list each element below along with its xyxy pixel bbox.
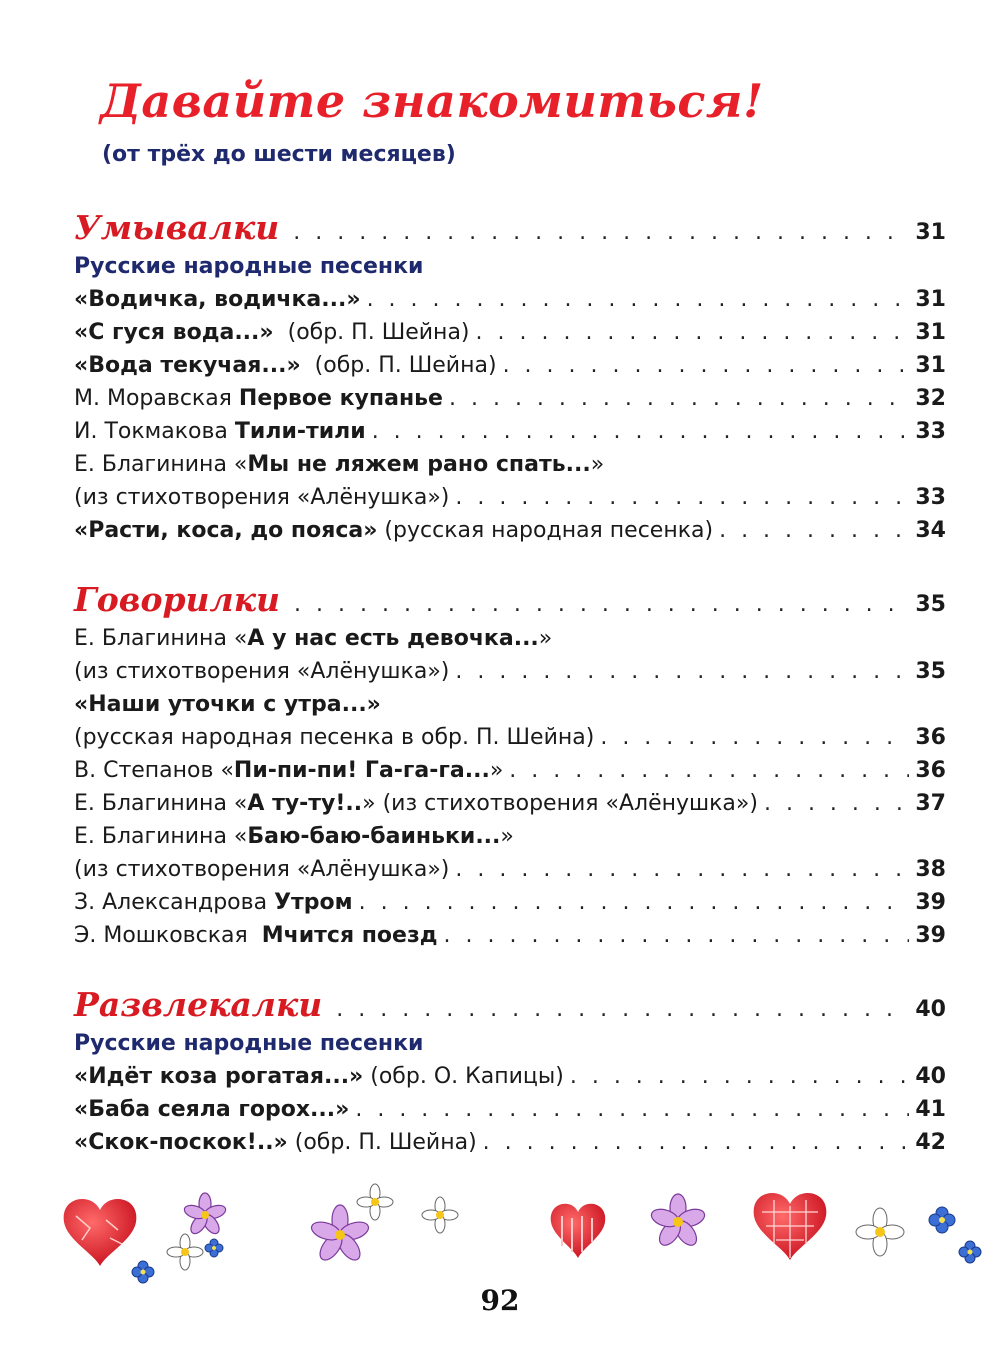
section-title: Развлекалки <box>74 985 323 1024</box>
daisy-icon <box>357 1184 393 1220</box>
entry-text <box>74 283 361 316</box>
leader-dots <box>455 481 909 514</box>
page-number: 92 <box>480 1284 520 1317</box>
toc-entry <box>74 481 946 514</box>
forget-me-not-icon <box>929 1207 955 1233</box>
section-title: Умывалки <box>74 208 280 247</box>
entry-text <box>74 514 713 547</box>
section-page-number: 40 <box>915 997 946 1022</box>
entry-text <box>74 655 449 688</box>
entry-author: (из стихотворения «Алёнушка») <box>74 659 450 684</box>
entry-text <box>74 1126 477 1159</box>
entry-author: Э. Мошковская <box>74 923 262 948</box>
entry-text <box>74 382 443 415</box>
entry-note: » <box>500 824 514 849</box>
leader-dots <box>509 754 909 787</box>
toc-entry <box>74 655 946 688</box>
leader-dots <box>476 316 910 349</box>
flower-icon <box>309 1205 370 1264</box>
entry-page-number: 41 <box>915 1097 946 1122</box>
leader-dots <box>359 886 910 919</box>
page-title: Давайте знакомиться! <box>100 74 764 128</box>
entry-text <box>74 415 366 448</box>
leader-dots <box>455 853 909 886</box>
entry-author: М. Моравская <box>74 386 239 411</box>
heart-icon <box>551 1204 606 1258</box>
entry-note: » (из стихотворения «Алёнушка») <box>362 791 758 816</box>
group-heading: Русские народные песенки <box>74 254 424 279</box>
entry-page-number: 42 <box>915 1130 946 1155</box>
daisy-icon <box>422 1197 458 1233</box>
entry-note: (обр. П. Шейна) <box>300 353 497 378</box>
entry-page-number: 39 <box>915 890 946 915</box>
entry-page-number: 36 <box>915 758 946 783</box>
entry-author: З. Александрова <box>74 890 275 915</box>
daisy-icon <box>856 1208 904 1256</box>
entry-note: (обр. П. Шейна) <box>273 320 470 345</box>
entry-title: «Наши уточки с утра...» <box>74 692 381 717</box>
entry-text <box>74 886 353 919</box>
entry-text <box>74 787 758 820</box>
entry-author: В. Степанов « <box>74 758 234 783</box>
toc-entry <box>74 382 946 415</box>
daisy-icon <box>167 1234 203 1270</box>
leader-dots <box>367 283 910 316</box>
leader-dots <box>355 1093 909 1126</box>
flower-icon <box>183 1193 228 1236</box>
section-title: Говорилки <box>74 580 281 619</box>
forget-me-not-icon <box>205 1239 223 1257</box>
page-subtitle: (от трёх до шести месяцев) <box>102 142 456 167</box>
section-page-number: 31 <box>915 220 946 245</box>
entry-title: Мы не ляжем рано спать... <box>247 452 591 477</box>
entry-author: Е. Благинина « <box>74 824 248 849</box>
toc-section <box>74 985 946 1159</box>
toc-entry <box>74 622 946 655</box>
entry-page-number: 36 <box>915 725 946 750</box>
entry-title: Пи-пи-пи! Га-га-га... <box>233 758 490 783</box>
leader-dots <box>293 220 909 245</box>
toc-entry <box>74 886 946 919</box>
entry-text <box>74 688 381 721</box>
entry-title: Первое купанье <box>238 386 443 411</box>
entry-text <box>74 316 470 349</box>
entry-title: Утром <box>274 890 353 915</box>
toc-entry <box>74 448 946 481</box>
toc-entry <box>74 1093 946 1126</box>
entry-text <box>74 1060 564 1093</box>
entry-page-number: 31 <box>915 320 946 345</box>
entry-text <box>74 820 514 853</box>
entry-title: «Скок-поскок!..» <box>74 1130 288 1155</box>
entry-title: Баю-баю-баиньки... <box>247 824 501 849</box>
toc-entry <box>74 754 946 787</box>
entry-author: И. Токмакова <box>74 419 235 444</box>
entry-title: А у нас есть девочка... <box>247 626 539 651</box>
toc-entry <box>74 349 946 382</box>
forget-me-not-icon <box>132 1261 154 1283</box>
entry-author: (из стихотворения «Алёнушка») <box>74 485 450 510</box>
entry-text <box>74 853 449 886</box>
entry-text <box>74 349 497 382</box>
entry-page-number: 32 <box>915 386 946 411</box>
toc-entry <box>74 820 946 853</box>
toc-entry <box>74 721 946 754</box>
toc-entry <box>74 1126 946 1159</box>
entry-title: «Расти, коса, до пояса» <box>74 518 378 543</box>
toc-section <box>74 580 946 952</box>
entry-note: (русская народная песенка) <box>377 518 714 543</box>
entry-text <box>74 1093 349 1126</box>
entry-page-number: 33 <box>915 419 946 444</box>
heart-icon <box>754 1193 827 1260</box>
leader-dots <box>483 1126 910 1159</box>
entry-title: «Водичка, водичка...» <box>74 287 361 312</box>
leader-dots <box>600 721 909 754</box>
entry-page-number: 39 <box>915 923 946 948</box>
section-page-number: 35 <box>915 592 946 617</box>
leader-dots <box>449 382 909 415</box>
toc-entry <box>74 283 946 316</box>
toc-entry <box>74 514 946 547</box>
entry-text <box>74 448 604 481</box>
leader-dots <box>764 787 909 820</box>
entry-note: » <box>590 452 605 477</box>
entry-title: «Баба сеяла горох...» <box>74 1097 350 1122</box>
heart-icon <box>64 1199 137 1266</box>
forget-me-not-icon <box>959 1241 981 1263</box>
entry-note: (обр. О. Капицы) <box>363 1064 564 1089</box>
group-heading: Русские народные песенки <box>74 1031 424 1056</box>
entry-note: » <box>538 626 553 651</box>
entry-text <box>74 622 552 655</box>
entry-author: (русская народная песенка в обр. П. Шейна) <box>74 725 595 750</box>
leader-dots <box>570 1060 910 1093</box>
toc-entry <box>74 853 946 886</box>
leader-dots <box>444 919 910 952</box>
entry-text <box>74 754 503 787</box>
entry-title: Тили-тили <box>234 419 366 444</box>
entry-note: » <box>489 758 504 783</box>
entry-text <box>74 919 438 952</box>
section-heading <box>74 208 946 250</box>
leader-dots <box>336 997 909 1022</box>
entry-page-number: 35 <box>915 659 946 684</box>
toc-entry <box>74 1060 946 1093</box>
toc-entry <box>74 787 946 820</box>
section-heading <box>74 580 946 622</box>
entry-page-number: 31 <box>915 287 946 312</box>
entry-title: А ту-ту!.. <box>247 791 363 816</box>
entry-note: (обр. П. Шейна) <box>287 1130 477 1155</box>
entry-title: «С гуся вода...» <box>74 320 274 345</box>
entry-text <box>74 481 449 514</box>
entry-page-number: 38 <box>915 857 946 882</box>
leader-dots <box>455 655 909 688</box>
toc-entry <box>74 688 946 721</box>
entry-text <box>74 721 594 754</box>
section-heading <box>74 985 946 1027</box>
leader-dots <box>503 349 910 382</box>
decorative-border <box>0 1180 1000 1290</box>
entry-page-number: 37 <box>915 791 946 816</box>
entry-page-number: 40 <box>915 1064 946 1089</box>
entry-title: «Вода текучая...» <box>74 353 301 378</box>
entry-author: Е. Благинина « <box>74 791 248 816</box>
entry-title: «Идёт коза рогатая...» <box>74 1064 364 1089</box>
leader-dots <box>294 592 909 617</box>
leader-dots <box>719 514 909 547</box>
entry-page-number: 34 <box>915 518 946 543</box>
toc-entry <box>74 316 946 349</box>
toc-section <box>74 208 946 547</box>
leader-dots <box>372 415 910 448</box>
entry-title: Мчится поезд <box>261 923 438 948</box>
toc-entry <box>74 919 946 952</box>
flower-icon <box>649 1194 707 1249</box>
entry-page-number: 33 <box>915 485 946 510</box>
entry-page-number: 31 <box>915 353 946 378</box>
entry-author: Е. Благинина « <box>74 452 248 477</box>
entry-author: (из стихотворения «Алёнушка») <box>74 857 450 882</box>
entry-author: Е. Благинина « <box>74 626 248 651</box>
toc-entry <box>74 415 946 448</box>
